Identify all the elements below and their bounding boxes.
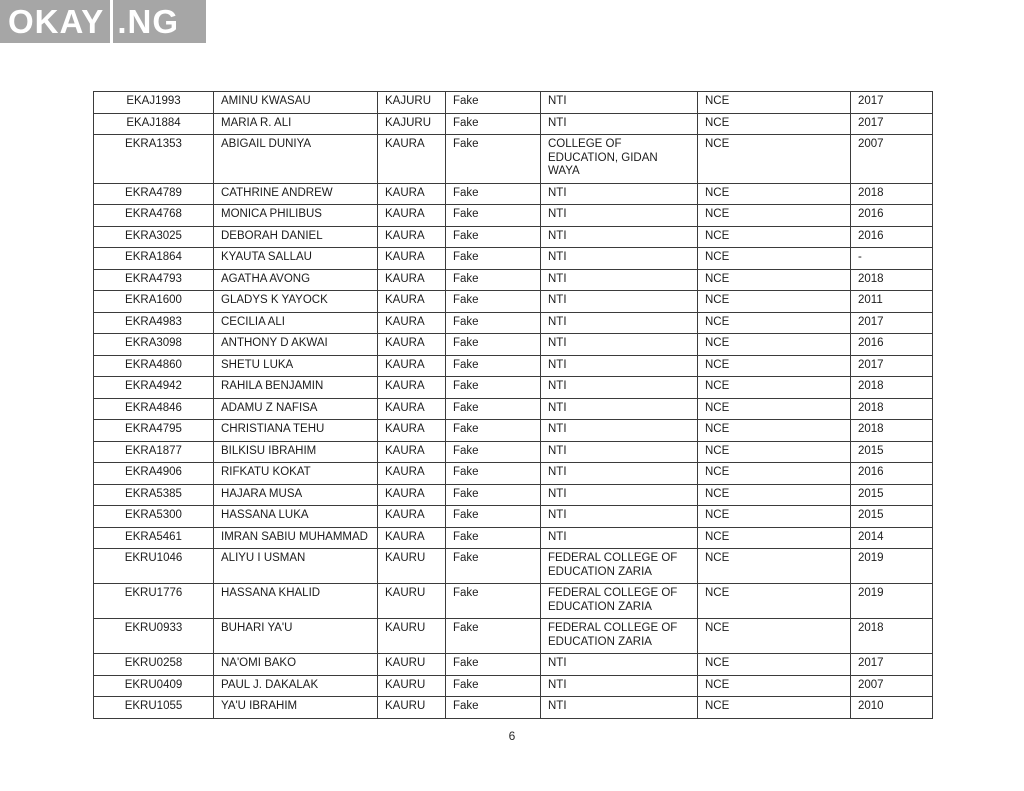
cell-id: EKRA4768 [94, 205, 214, 227]
cell-name: RIFKATU KOKAT [214, 463, 378, 485]
page-number: 6 [508, 729, 516, 743]
cell-year: 2018 [851, 269, 933, 291]
cell-qualification: NCE [698, 527, 851, 549]
cell-lga: KAURU [378, 584, 446, 619]
cell-institution: NTI [541, 113, 698, 135]
cell-name: YA'U IBRAHIM [214, 697, 378, 719]
cell-id: EKRA4795 [94, 420, 214, 442]
cell-name: CECILIA ALI [214, 312, 378, 334]
cell-id: EKRU0258 [94, 654, 214, 676]
cell-year: 2018 [851, 398, 933, 420]
cell-name: SHETU LUKA [214, 355, 378, 377]
cell-qualification: NCE [698, 654, 851, 676]
cell-institution: NTI [541, 377, 698, 399]
logo-divider [110, 0, 113, 43]
cell-name: HAJARA MUSA [214, 484, 378, 506]
cell-status: Fake [446, 527, 541, 549]
cell-status: Fake [446, 377, 541, 399]
cell-name: PAUL J. DAKALAK [214, 675, 378, 697]
cell-year: 2010 [851, 697, 933, 719]
table-row [94, 441, 933, 463]
table-row [94, 584, 933, 619]
cell-name: CATHRINE ANDREW [214, 183, 378, 205]
table-row [94, 269, 933, 291]
logo-text-ng: .NG [117, 2, 179, 40]
cell-year: 2017 [851, 654, 933, 676]
cell-name: ALIYU I USMAN [214, 549, 378, 584]
table-row [94, 420, 933, 442]
cell-year: 2017 [851, 312, 933, 334]
cell-year: 2014 [851, 527, 933, 549]
cell-year: 2007 [851, 135, 933, 184]
cell-qualification: NCE [698, 619, 851, 654]
cell-year: 2017 [851, 92, 933, 114]
cell-id: EKAJ1993 [94, 92, 214, 114]
cell-status: Fake [446, 463, 541, 485]
cell-institution: NTI [541, 506, 698, 528]
cell-lga: KAURA [378, 398, 446, 420]
cell-qualification: NCE [698, 183, 851, 205]
cell-name: KYAUTA SALLAU [214, 248, 378, 270]
table-row [94, 248, 933, 270]
cell-status: Fake [446, 398, 541, 420]
cell-status: Fake [446, 420, 541, 442]
cell-institution: FEDERAL COLLEGE OF EDUCATION ZARIA [541, 549, 698, 584]
cell-institution: COLLEGE OF EDUCATION, GIDAN WAYA [541, 135, 698, 184]
cell-status: Fake [446, 506, 541, 528]
cell-lga: KAURA [378, 135, 446, 184]
cell-id: EKRA3025 [94, 226, 214, 248]
cell-institution: NTI [541, 697, 698, 719]
cell-qualification: NCE [698, 135, 851, 184]
cell-institution: NTI [541, 463, 698, 485]
cell-id: EKRA4793 [94, 269, 214, 291]
cell-id: EKRU0409 [94, 675, 214, 697]
cell-institution: NTI [541, 484, 698, 506]
cell-status: Fake [446, 697, 541, 719]
table-row [94, 205, 933, 227]
cell-lga: KAURA [378, 377, 446, 399]
table-row [94, 135, 933, 184]
table-row [94, 92, 933, 114]
cell-year: 2019 [851, 584, 933, 619]
cell-name: HASSANA LUKA [214, 506, 378, 528]
cell-qualification: NCE [698, 205, 851, 227]
cell-name: MARIA R. ALI [214, 113, 378, 135]
table-row [94, 484, 933, 506]
cell-status: Fake [446, 619, 541, 654]
cell-status: Fake [446, 334, 541, 356]
cell-qualification: NCE [698, 697, 851, 719]
cell-status: Fake [446, 248, 541, 270]
cell-lga: KAURA [378, 248, 446, 270]
cell-id: EKRA4789 [94, 183, 214, 205]
table-row [94, 463, 933, 485]
logo-text-okay: OKAY [8, 2, 105, 40]
cell-id: EKAJ1884 [94, 113, 214, 135]
cell-name: MONICA PHILIBUS [214, 205, 378, 227]
cell-lga: KAURU [378, 697, 446, 719]
cell-qualification: NCE [698, 334, 851, 356]
cell-year: 2018 [851, 420, 933, 442]
cell-year: 2016 [851, 205, 933, 227]
cell-id: EKRA3098 [94, 334, 214, 356]
table-row [94, 654, 933, 676]
table-row [94, 398, 933, 420]
cell-name: ANTHONY D AKWAI [214, 334, 378, 356]
table-row [94, 312, 933, 334]
cell-institution: NTI [541, 355, 698, 377]
cell-id: EKRA1600 [94, 291, 214, 313]
cell-lga: KAURA [378, 183, 446, 205]
cell-year: 2015 [851, 484, 933, 506]
cell-id: EKRA5385 [94, 484, 214, 506]
cell-id: EKRA4906 [94, 463, 214, 485]
cell-name: RAHILA BENJAMIN [214, 377, 378, 399]
fake-certificates-table [93, 91, 933, 719]
cell-institution: NTI [541, 205, 698, 227]
cell-institution: NTI [541, 654, 698, 676]
cell-status: Fake [446, 654, 541, 676]
cell-lga: KAURA [378, 269, 446, 291]
cell-qualification: NCE [698, 269, 851, 291]
cell-qualification: NCE [698, 484, 851, 506]
cell-qualification: NCE [698, 113, 851, 135]
cell-status: Fake [446, 355, 541, 377]
cell-id: EKRA4942 [94, 377, 214, 399]
cell-status: Fake [446, 441, 541, 463]
cell-institution: NTI [541, 675, 698, 697]
cell-status: Fake [446, 226, 541, 248]
table-row [94, 355, 933, 377]
table-row [94, 549, 933, 584]
cell-institution: NTI [541, 248, 698, 270]
cell-id: EKRU1776 [94, 584, 214, 619]
cell-year: 2017 [851, 355, 933, 377]
cell-year: 2015 [851, 506, 933, 528]
cell-name: ABIGAIL DUNIYA [214, 135, 378, 184]
cell-id: EKRA4846 [94, 398, 214, 420]
cell-institution: NTI [541, 441, 698, 463]
cell-institution: NTI [541, 226, 698, 248]
cell-id: EKRA5300 [94, 506, 214, 528]
cell-id: EKRA1877 [94, 441, 214, 463]
cell-qualification: NCE [698, 92, 851, 114]
cell-lga: KAURU [378, 619, 446, 654]
table-row [94, 675, 933, 697]
cell-status: Fake [446, 312, 541, 334]
cell-qualification: NCE [698, 420, 851, 442]
cell-qualification: NCE [698, 355, 851, 377]
cell-name: BUHARI YA'U [214, 619, 378, 654]
cell-status: Fake [446, 291, 541, 313]
cell-lga: KAURU [378, 654, 446, 676]
cell-year: 2018 [851, 183, 933, 205]
table-row [94, 377, 933, 399]
cell-qualification: NCE [698, 226, 851, 248]
cell-institution: NTI [541, 291, 698, 313]
cell-lga: KAURA [378, 506, 446, 528]
cell-lga: KAURA [378, 312, 446, 334]
cell-year: 2016 [851, 334, 933, 356]
cell-lga: KAURU [378, 549, 446, 584]
cell-qualification: NCE [698, 312, 851, 334]
cell-qualification: NCE [698, 549, 851, 584]
cell-year: 2016 [851, 463, 933, 485]
cell-year: 2018 [851, 377, 933, 399]
cell-id: EKRA1864 [94, 248, 214, 270]
cell-year: 2018 [851, 619, 933, 654]
cell-name: ADAMU Z NAFISA [214, 398, 378, 420]
cell-id: EKRU0933 [94, 619, 214, 654]
cell-year: 2015 [851, 441, 933, 463]
cell-status: Fake [446, 205, 541, 227]
cell-institution: NTI [541, 312, 698, 334]
cell-qualification: NCE [698, 398, 851, 420]
cell-status: Fake [446, 92, 541, 114]
cell-institution: FEDERAL COLLEGE OF EDUCATION ZARIA [541, 584, 698, 619]
cell-year: 2017 [851, 113, 933, 135]
cell-institution: NTI [541, 420, 698, 442]
cell-id: EKRA5461 [94, 527, 214, 549]
cell-lga: KAURA [378, 484, 446, 506]
cell-qualification: NCE [698, 584, 851, 619]
cell-year: 2011 [851, 291, 933, 313]
cell-id: EKRA4860 [94, 355, 214, 377]
cell-qualification: NCE [698, 441, 851, 463]
table-row [94, 527, 933, 549]
cell-year: 2016 [851, 226, 933, 248]
table-row [94, 619, 933, 654]
cell-lga: KAURA [378, 291, 446, 313]
cell-lga: KAURA [378, 226, 446, 248]
cell-name: CHRISTIANA TEHU [214, 420, 378, 442]
cell-status: Fake [446, 113, 541, 135]
okay-ng-logo [0, 0, 206, 43]
table-row [94, 697, 933, 719]
cell-name: AMINU KWASAU [214, 92, 378, 114]
cell-id: EKRU1055 [94, 697, 214, 719]
cell-status: Fake [446, 484, 541, 506]
cell-id: EKRU1046 [94, 549, 214, 584]
cell-status: Fake [446, 183, 541, 205]
cell-qualification: NCE [698, 248, 851, 270]
cell-name: BILKISU IBRAHIM [214, 441, 378, 463]
cell-qualification: NCE [698, 377, 851, 399]
cell-lga: KAURU [378, 675, 446, 697]
cell-institution: FEDERAL COLLEGE OF EDUCATION ZARIA [541, 619, 698, 654]
cell-institution: NTI [541, 183, 698, 205]
cell-qualification: NCE [698, 675, 851, 697]
cell-institution: NTI [541, 269, 698, 291]
cell-institution: NTI [541, 527, 698, 549]
cell-status: Fake [446, 675, 541, 697]
table-row [94, 334, 933, 356]
cell-lga: KAJURU [378, 113, 446, 135]
cell-qualification: NCE [698, 291, 851, 313]
cell-name: IMRAN SABIU MUHAMMAD [214, 527, 378, 549]
cell-name: AGATHA AVONG [214, 269, 378, 291]
cell-name: DEBORAH DANIEL [214, 226, 378, 248]
cell-name: GLADYS K YAYOCK [214, 291, 378, 313]
cell-id: EKRA1353 [94, 135, 214, 184]
cell-year: 2007 [851, 675, 933, 697]
cell-lga: KAURA [378, 355, 446, 377]
cell-name: NA'OMI BAKO [214, 654, 378, 676]
cell-institution: NTI [541, 92, 698, 114]
cell-institution: NTI [541, 398, 698, 420]
cell-qualification: NCE [698, 506, 851, 528]
table-row [94, 113, 933, 135]
cell-id: EKRA4983 [94, 312, 214, 334]
table-row [94, 506, 933, 528]
cell-institution: NTI [541, 334, 698, 356]
cell-status: Fake [446, 584, 541, 619]
cell-lga: KAURA [378, 420, 446, 442]
cell-lga: KAJURU [378, 92, 446, 114]
cell-year: - [851, 248, 933, 270]
cell-lga: KAURA [378, 334, 446, 356]
cell-status: Fake [446, 135, 541, 184]
cell-name: HASSANA KHALID [214, 584, 378, 619]
cell-year: 2019 [851, 549, 933, 584]
cell-lga: KAURA [378, 205, 446, 227]
cell-lga: KAURA [378, 527, 446, 549]
cell-status: Fake [446, 549, 541, 584]
table-row [94, 183, 933, 205]
table-row [94, 291, 933, 313]
cell-qualification: NCE [698, 463, 851, 485]
table-row [94, 226, 933, 248]
cell-lga: KAURA [378, 463, 446, 485]
cell-status: Fake [446, 269, 541, 291]
cell-lga: KAURA [378, 441, 446, 463]
